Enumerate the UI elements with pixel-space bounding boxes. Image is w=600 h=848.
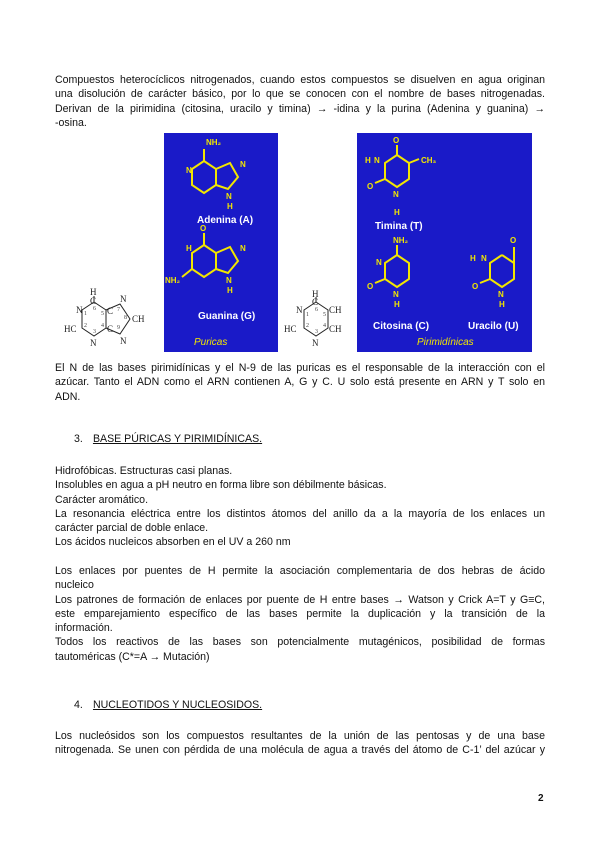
purine-ring-svg bbox=[62, 288, 162, 356]
pyrimidine-num: 4 bbox=[323, 323, 326, 329]
guanine-h: H bbox=[186, 244, 192, 253]
section-3-body-2 bbox=[55, 564, 545, 664]
thymine-o: O bbox=[367, 182, 374, 191]
pyrimidine-ring-svg bbox=[282, 290, 352, 356]
body-line: Hidrofóbicas. Estructuras casi planas. bbox=[55, 465, 233, 477]
pyrimidine-atom-ch: CH bbox=[329, 305, 342, 315]
pirimidinas-structures bbox=[357, 133, 532, 352]
purine-atom-hc: HC bbox=[64, 324, 77, 334]
section-4-number: 4. bbox=[74, 699, 83, 711]
thymine-h: H bbox=[394, 208, 400, 217]
body-line: Todos los reactivos de las bases son potencialmente mutagénicos, posibilidad de formas bbox=[55, 636, 545, 649]
intro-line: -osina. bbox=[55, 116, 87, 129]
purine-num: 4 bbox=[101, 323, 104, 329]
section-3-number: 3. bbox=[74, 433, 83, 445]
purine-atom-n: N bbox=[90, 338, 97, 348]
guanina-label: Guanina (G) bbox=[198, 311, 256, 322]
purinas-panel bbox=[164, 133, 278, 352]
pyrimidine-atom-n: N bbox=[312, 338, 319, 348]
after-figure-line: ADN. bbox=[55, 390, 81, 403]
adenine-nh2: NH₂ bbox=[206, 138, 222, 147]
intro-paragraph bbox=[55, 73, 545, 130]
pyrimidine-ring-diagram bbox=[282, 290, 352, 356]
uracil-o: O bbox=[472, 282, 479, 291]
purine-atom-n: N bbox=[120, 336, 127, 346]
guanine-h: H bbox=[227, 286, 233, 295]
uracil-n: N bbox=[498, 290, 504, 299]
guanine-o: O bbox=[200, 224, 207, 233]
pyrimidine-atom-n: N bbox=[296, 305, 303, 315]
pyrimidine-atom-ch: CH bbox=[329, 324, 342, 334]
purine-atom-c: C bbox=[107, 306, 114, 316]
pyrimidine-atom-h: H bbox=[312, 290, 319, 299]
body-line: Los ácidos nucleicos absorben en el UV a 260 nm bbox=[55, 536, 291, 549]
after-figure-line: azúcar. Tanto el ADN como el ARN contienen A, G y C. U solo está presente en ARN y T solo en bbox=[55, 376, 545, 389]
citosina-label: Citosina (C) bbox=[373, 321, 430, 332]
body-line: La resonancia eléctrica entre los distintos átomos del anillo da a la mayoría de los enlaces un bbox=[55, 507, 545, 520]
body-line: nitrogenada. Se unen con pérdida de una molécula de agua a través del átomo de C-1’ del azúcar y bbox=[55, 744, 545, 757]
purinas-structures bbox=[164, 133, 278, 352]
pirimidinas-caption: Pirimidínicas bbox=[417, 337, 474, 348]
purine-num: 6 bbox=[93, 306, 96, 312]
pyrimidine-num: 6 bbox=[315, 307, 318, 313]
guanine-n: N bbox=[240, 244, 246, 253]
body-line: Los nucleósidos son los compuestos resultantes de la unión de las pentosas y de una base bbox=[55, 730, 545, 742]
uracil-h: H bbox=[499, 300, 505, 309]
pyrimidine-atom-c: C bbox=[312, 297, 319, 307]
timina-label: Timina (T) bbox=[375, 221, 423, 232]
uracil-o: O bbox=[510, 236, 517, 245]
guanine-nh2: NH₂ bbox=[165, 276, 181, 285]
adenine-h: H bbox=[227, 202, 233, 211]
thymine-h: H bbox=[365, 156, 371, 165]
section-3-body bbox=[55, 464, 545, 550]
page-number: 2 bbox=[538, 793, 544, 804]
adenine-n: N bbox=[186, 166, 192, 175]
body-line: carácter parcial de doble enlace. bbox=[55, 522, 209, 535]
purine-num: 2 bbox=[84, 323, 87, 329]
purine-num: 9 bbox=[117, 325, 120, 331]
cytosine-n: N bbox=[376, 258, 382, 267]
body-line: Insolubles en agua a pH neutro en forma libre son débilmente básicas. bbox=[55, 479, 387, 492]
cytosine-h: H bbox=[394, 300, 400, 309]
purine-atom-c: C bbox=[90, 296, 97, 306]
guanine-n: N bbox=[226, 276, 232, 285]
purine-ring-diagram bbox=[62, 288, 162, 356]
body-line: nucleico bbox=[55, 579, 94, 592]
body-line: tautoméricas (C*=A → Mutación) bbox=[55, 650, 210, 663]
body-line: Carácter aromático. bbox=[55, 493, 149, 506]
purine-num: 7 bbox=[117, 307, 120, 313]
uracil-n: N bbox=[481, 254, 487, 263]
purine-atom-c: C bbox=[107, 324, 114, 334]
adenine-n: N bbox=[226, 192, 232, 201]
purine-atom-ch: CH bbox=[132, 314, 145, 324]
thymine-ch3: CH₃ bbox=[421, 156, 437, 165]
thymine-n: N bbox=[393, 190, 399, 199]
body-line: Los enlaces por puentes de H permite la asociación complementaria de dos hebras de ácido bbox=[55, 565, 545, 577]
intro-line: Compuestos heterocíclicos nitrogenados, cuando estos compuestos se disuelven en agua originan bbox=[55, 74, 545, 86]
thymine-n: N bbox=[374, 156, 380, 165]
body-line: información. bbox=[55, 622, 113, 635]
section-3-title: BASE PÚRICAS Y PIRIMIDÍNICAS. bbox=[92, 433, 263, 445]
cytosine-o: O bbox=[367, 282, 374, 291]
purine-num: 3 bbox=[93, 329, 96, 335]
section-4-title: NUCLEOTIDOS Y NUCLEOSIDOS. bbox=[92, 699, 263, 711]
body-line: Los patrones de formación de enlaces por puente de H entre bases → Watson y Crick A=T y G≡C, bbox=[55, 593, 545, 606]
cytosine-nh2: NH₂ bbox=[393, 236, 409, 245]
purine-atom-h: H bbox=[90, 288, 97, 297]
pirimidinas-panel bbox=[357, 133, 532, 352]
section-4-heading bbox=[74, 699, 262, 711]
adenina-label: Adenina (A) bbox=[197, 215, 254, 226]
uracilo-label: Uracilo (U) bbox=[468, 321, 519, 332]
thymine-o: O bbox=[393, 136, 400, 145]
intro-line: una disolución de carácter básico, por lo que se conocen con el nombre de bases nitrogenadas. bbox=[55, 88, 545, 101]
purine-atom-n: N bbox=[76, 305, 83, 315]
purine-num: 5 bbox=[101, 311, 104, 317]
purine-num: 8 bbox=[124, 315, 127, 321]
after-figure-line: El N de las bases pirimidínicas y el N-9 de las puricas es el responsable de la interacción con el bbox=[55, 362, 545, 374]
purinas-caption: Puricas bbox=[194, 337, 228, 348]
adenine-n: N bbox=[240, 160, 246, 169]
uracil-h: H bbox=[470, 254, 476, 263]
after-figure-paragraph bbox=[55, 361, 545, 404]
pyrimidine-num: 2 bbox=[306, 323, 309, 329]
body-line: este emparejamiento específico de las bases permite la duplicación y la transición de la bbox=[55, 607, 545, 620]
intro-line: Derivan de la pirimidina (citosina, uracilo y timina) → -idina y la purina (Adenina y guanina) → bbox=[55, 102, 545, 115]
cytosine-n: N bbox=[393, 290, 399, 299]
purine-atom-n: N bbox=[120, 294, 127, 304]
section-3-heading bbox=[74, 433, 262, 445]
section-4-body bbox=[55, 729, 545, 758]
pyrimidine-num: 3 bbox=[315, 329, 318, 335]
pyrimidine-num: 1 bbox=[306, 312, 309, 318]
purine-num: 1 bbox=[84, 311, 87, 317]
pyrimidine-num: 5 bbox=[323, 312, 326, 318]
pyrimidine-atom-hc: HC bbox=[284, 324, 297, 334]
